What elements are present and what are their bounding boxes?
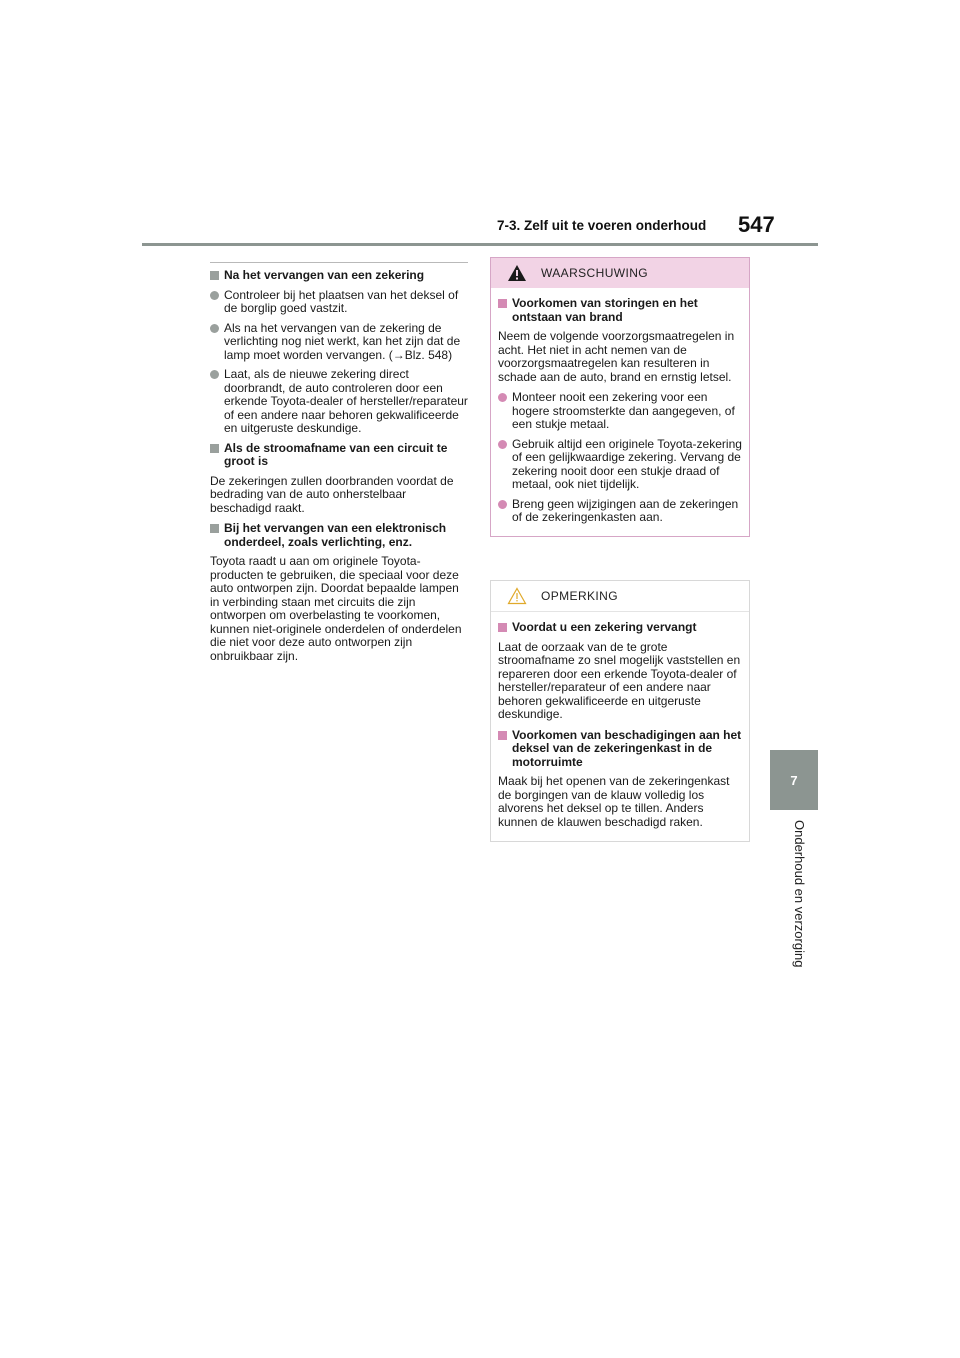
subheading-text: Voorkomen van storingen en het ontstaan van brand [512, 296, 698, 324]
round-bullet-icon [210, 324, 219, 333]
subheading [498, 729, 742, 770]
bullet-text: Controleer bij het plaatsen van het deksel of de borglip goed vastzit. [224, 287, 459, 315]
chapter-label: Onderhoud en verzorging [792, 820, 807, 968]
bullet-item [498, 498, 742, 525]
warning-label: WAARSCHUWING [541, 266, 649, 280]
subheading [210, 442, 468, 469]
bullet-text: Monteer nooit een zekering voor een hogere stroomsterkte dan aangegeven, of een stukje metaal. [512, 390, 735, 431]
subheading [210, 522, 468, 549]
round-bullet-icon [210, 291, 219, 300]
section-title: 7-3. Zelf uit te voeren onderhoud [497, 218, 707, 233]
bullet-text: Laat, als de nieuwe zekering direct doorbrandt, de auto controleren door een erkende Toyota-dealer of hersteller/reparateur of een andere naar behoren gekwalificeerde en uitgeruste deskundige. [224, 367, 468, 435]
subheading-text: Voorkomen van beschadigingen aan het deksel van de zekeringenkast in de motorruimte [512, 727, 742, 769]
paragraph: Laat de oorzaak van de te grote stroomafname zo snel mogelijk vaststellen en repareren door een erkende Toyota-dealer of hersteller/reparateur of een andere naar behoren gekwalificeerde en uitgeruste deskundige. [498, 639, 741, 721]
page-number: 547 [738, 212, 775, 237]
warning-body [491, 288, 749, 536]
round-bullet-icon [498, 440, 507, 449]
paragraph: Neem de volgende voorzorgsmaatregelen in acht. Het niet in acht nemen van de voorzorgsmaatregelen kan resulteren in schade aan de auto, brand en ernstig letsel. [498, 329, 735, 384]
warning-header [491, 258, 749, 288]
subheading [210, 269, 468, 283]
bullet-item [498, 391, 742, 432]
square-bullet-icon [498, 623, 507, 632]
subheading [498, 621, 742, 635]
square-bullet-icon [498, 731, 507, 740]
paragraph: Toyota raadt u aan om originele Toyota-producten te gebruiken, die speciaal voor deze auto ontworpen zijn. Doordat bepaalde lampen in verbinding staan met circuits die zijn ontworpen om overbelasting te voorkomen, kunnen niet-originele onderdelen of onderdelen die niet voor deze auto ontworpen zijn onbruikbaar zijn. [210, 554, 462, 663]
paragraph: De zekeringen zullen doorbranden voordat de bedrading van de auto onherstelbaar beschadigd raakt. [210, 473, 454, 515]
note-body [491, 612, 749, 841]
bullet-text: Gebruik altijd een originele Toyota-zekering of een gelijkwaardige zekering. Vervang de zekering nooit door een stukje draad of metaal, ook niet tijdelijk. [512, 436, 742, 491]
subheading-text: Na het vervangen van een zekering [224, 268, 425, 282]
square-bullet-icon [498, 299, 507, 308]
caution-triangle-icon [507, 587, 527, 605]
subheading [498, 297, 742, 324]
subheading-text: Als de stroomafname van een circuit te groot is [224, 440, 448, 468]
bullet-item [498, 438, 742, 492]
chapter-tab [770, 750, 818, 810]
warning-triangle-icon [507, 264, 527, 282]
bullet-text: Breng geen wijzigingen aan de zekeringen of de zekeringenkasten aan. [512, 496, 739, 524]
round-bullet-icon [498, 393, 507, 402]
note-label: OPMERKING [541, 589, 618, 603]
bullet-item [210, 368, 468, 436]
subheading-text: Voordat u een zekering vervangt [512, 620, 697, 634]
left-column [210, 262, 468, 670]
square-bullet-icon [210, 524, 219, 533]
paragraph: Maak bij het openen van de zekeringenkast de borgingen van de klauw volledig los alvorens het deksel op te tillen. Anders kunnen de klauwen beschadigd raken. [498, 774, 730, 829]
subheading-text: Bij het vervangen van een elektronisch onderdeel, zoals verlichting, enz. [224, 521, 447, 549]
square-bullet-icon [210, 444, 219, 453]
square-bullet-icon [210, 271, 219, 280]
round-bullet-icon [210, 370, 219, 379]
round-bullet-icon [498, 500, 507, 509]
bullet-text: Als na het vervangen van de zekering de verlichting nog niet werkt, kan het zijn dat de lamp moet worden vervangen. (→Blz. 548) [224, 320, 461, 362]
bullet-item [210, 289, 468, 316]
note-box [490, 580, 750, 842]
note-header [491, 581, 749, 612]
bullet-item [210, 322, 468, 363]
chapter-number: 7 [790, 772, 798, 788]
warning-box [490, 257, 750, 537]
header-rule [142, 243, 818, 246]
